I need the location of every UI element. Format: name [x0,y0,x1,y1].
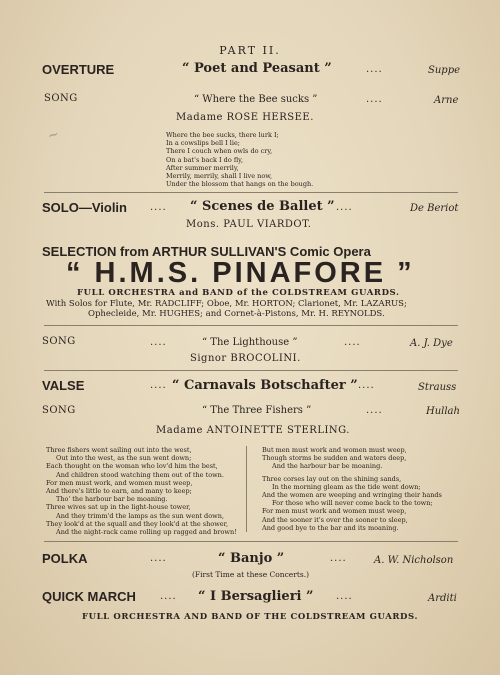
song1-title: “ Where the Bee sucks ” [194,94,318,105]
overture-composer: Suppe [428,65,461,76]
quickmarch-title: “ I Bersaglieri ” [198,589,314,604]
lyric-line: Merrily, merrily, shall I live now, [166,172,273,181]
lyric-line: After summer merrily, [166,163,239,172]
lyric-line: They look'd at the squall and they look'd at the shower, [46,519,229,528]
valse-label: VALSE [42,378,85,393]
lyric-line: For those who will never come back to the town; [272,499,433,508]
song1-composer: Arne [434,95,459,106]
pencil-annotation: ~ [45,126,61,145]
song2-dots-2: .... [344,337,361,348]
column-divider [246,446,247,532]
pinafore-title: “ H.M.S. PINAFORE ” [66,257,415,289]
solo-performer: Mons. PAUL VIARDOT. [186,219,312,230]
lyric-line: And they trimm'd the lamps as the sun went down, [56,511,224,520]
polka-title: “ Banjo ” [218,551,285,566]
song3-composer: Hullah [426,406,460,417]
lyric-line: There I couch when owls do cry, [166,147,273,156]
song2-dots-1: .... [150,337,167,348]
lyric-line: And the women are weeping and wringing their hands [262,491,442,500]
song3-lyrics-left [46,446,237,536]
valse-title: “ Carnavals Botschafter ” [172,378,358,393]
lyric-line: Three corses lay out on the shining sands, [262,474,402,483]
solo-composer: De Beriot [410,203,459,214]
overture-label: OVERTURE [42,62,115,77]
lyric-line: And children stood watching them out of the town. [56,470,224,479]
overture-dots: .... [366,64,383,75]
lyric-line: And good bye to the bar and its moaning. [262,523,399,532]
lyric-line: For men must work, and women must weep, [46,478,193,487]
divider [44,370,458,371]
lyric-line: Tho' the harbour bar be moaning. [56,495,168,504]
selection-orchestra: FULL ORCHESTRA and BAND of the COLDSTREAM GUARDS. [77,288,400,298]
song3-label: SONG [42,405,76,416]
polka-note: (First Time at these Concerts.) [192,570,310,579]
song2-label: SONG [42,336,76,347]
lyric-line: And the night-rack came rolling up ragged and brown! [56,528,237,537]
lyric-line: Three fishers went sailing out into the west, [46,446,192,454]
lyric-line: Out into the west, as the sun went down; [56,454,192,463]
quickmarch-label: QUICK MARCH [42,589,136,604]
song1-dots: .... [366,94,383,105]
lyric-line: And there's little to earn, and many to keep; [46,487,192,496]
song3-title: “ The Three Fishers ” [202,405,312,416]
overture-title: “ Poet and Peasant ” [182,61,332,76]
selection-heading: SELECTION from ARTHUR SULLIVAN'S Comic Opera [42,244,371,259]
song1-label: SONG [44,93,78,104]
divider [44,541,458,542]
quickmarch-composer: Arditi [428,593,457,604]
lyric-line: And the sooner it's over the sooner to sleep, [262,515,408,524]
lyric-line: In a cowslips bell I lie; [166,139,240,148]
solo-title: “ Scenes de Ballet ” [190,199,335,214]
lyric-line: For men must work and women must weep, [262,507,407,516]
valse-composer: Strauss [418,382,457,393]
song1-performer: Madame ROSE HERSEE. [176,112,314,123]
song1-lyrics [166,131,313,188]
polka-composer: A. W. Nicholson [374,555,454,566]
polka-dots-2: .... [330,553,347,564]
lyric-line: And the harbour bar be moaning. [272,462,383,471]
divider [44,192,458,193]
closing-line: FULL ORCHESTRA AND BAND OF THE COLDSTREAM GUARDS. [81,612,419,622]
song3-dots: .... [366,405,383,416]
song2-composer: A. J. Dye [410,338,453,349]
solo-label: SOLO—Violin [42,200,127,215]
lyric-line: Each thought on the woman who lov'd him the best, [46,462,218,471]
lyric-line: On a bat's back I do fly, [166,155,244,164]
lyric-line: Under the blossom that hangs on the bough. [166,180,314,189]
solo-dots-2: .... [336,202,353,213]
song2-title: “ The Lighthouse ” [202,337,298,348]
lyric-line: Where the bee sucks, there lurk I; [166,131,279,139]
lyric-line: But men must work and women must weep, [262,446,407,454]
polka-dots-1: .... [150,553,167,564]
song3-performer: Madame ANTOINETTE STERLING. [156,425,350,436]
part-heading: PART II. [219,44,281,57]
polka-label: POLKA [42,551,88,566]
song2-performer: Signor BROCOLINI. [190,353,301,364]
selection-credits-1: With Solos for Flute, Mr. RADCLIFF; Oboe, Mr. HORTON; Clarionet, Mr. LAZARUS; [46,299,407,309]
valse-dots-1: .... [150,380,167,391]
lyric-line: In the morning gleam as the tide went down; [272,482,421,491]
selection-credits-2: Ophecleide, Mr. HUGHES; and Cornet-à-Pistons, Mr. H. REYNOLDS. [88,309,385,319]
song3-lyrics-right [262,446,442,532]
solo-dots-1: .... [150,202,167,213]
divider [44,325,458,326]
lyric-line: Though storms be sudden and waters deep, [262,454,407,463]
quickmarch-dots-2: .... [336,591,353,602]
quickmarch-dots-1: .... [160,591,177,602]
lyric-line: Three wives sat up in the light-house tower, [46,503,191,512]
valse-dots-2: .... [358,380,375,391]
